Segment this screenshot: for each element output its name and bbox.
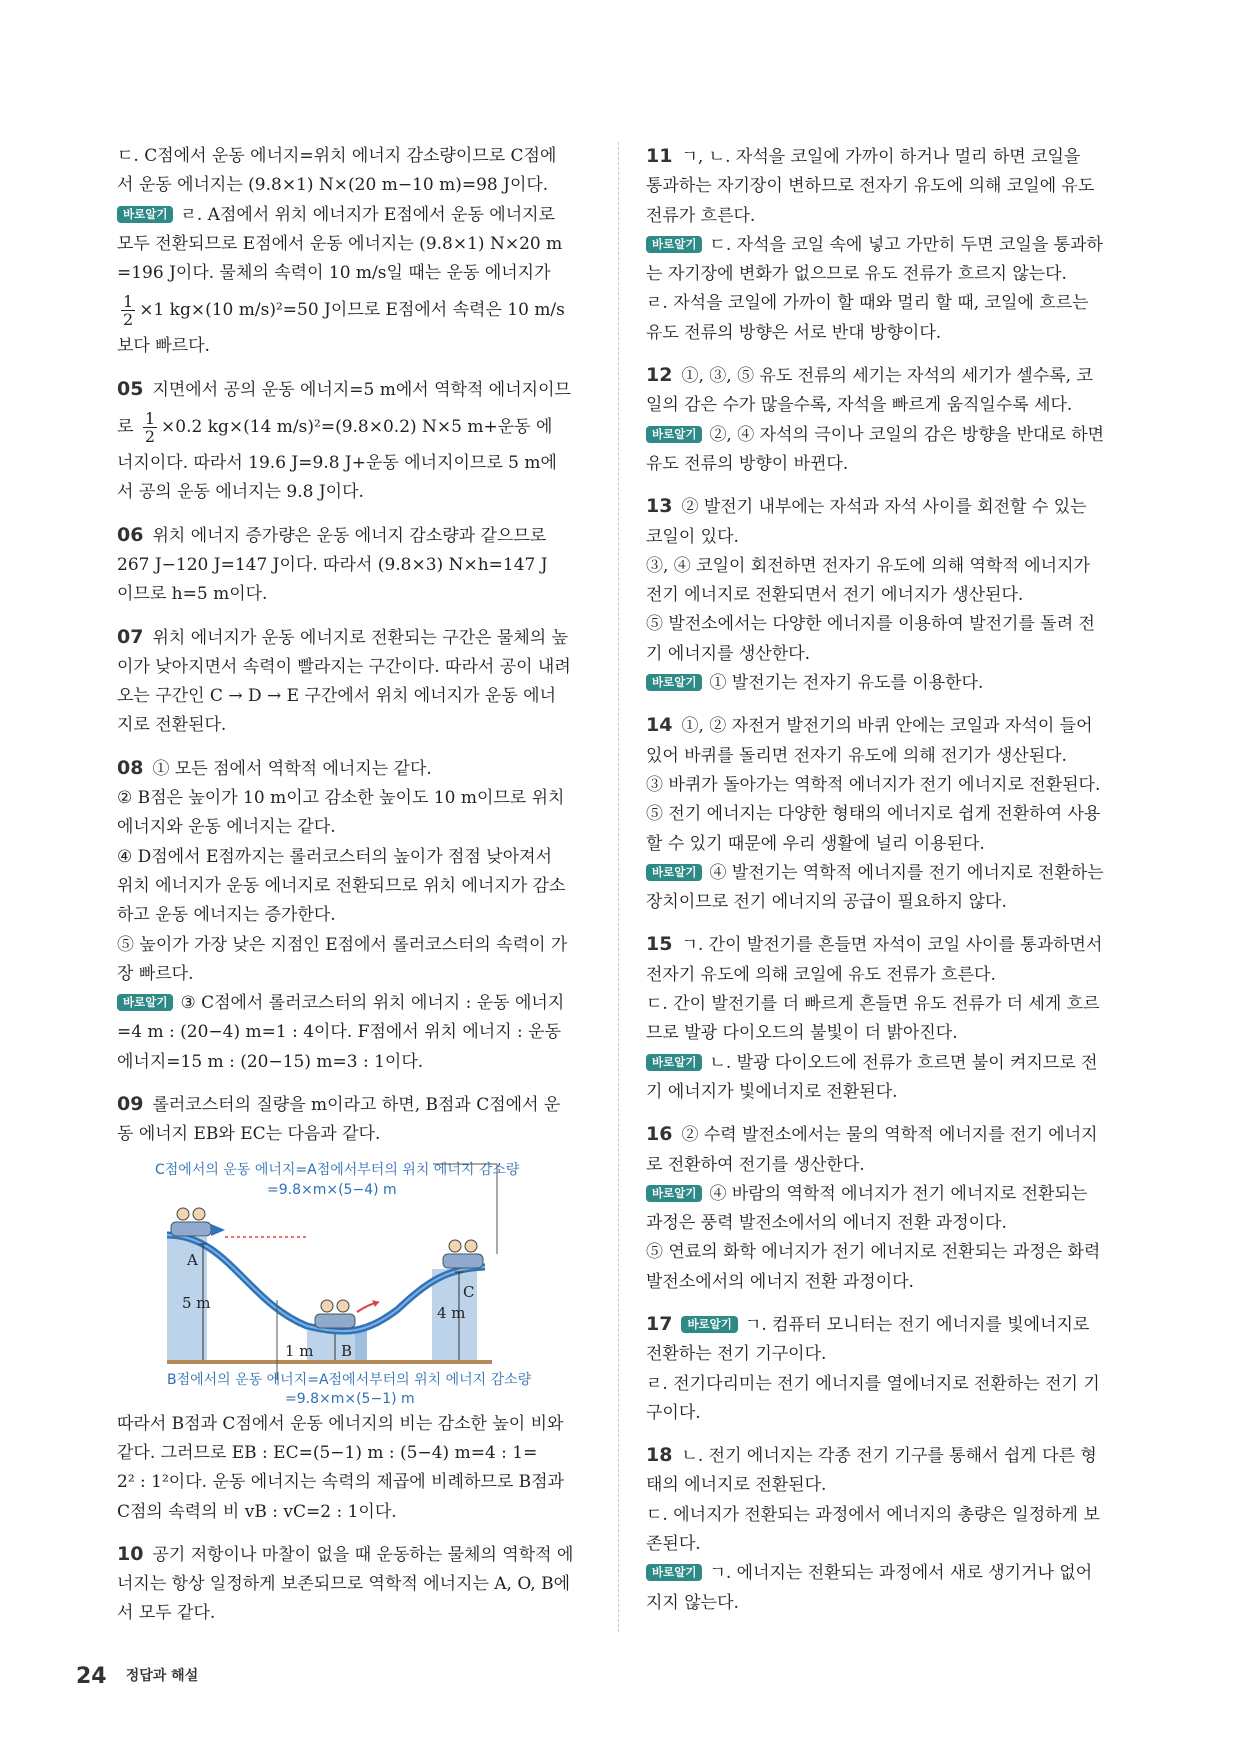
q10-line: 너지는 항상 일정하게 보존되므로 역학적 에너지는 A, O, B에 xyxy=(117,1574,571,1595)
q09-line: 따라서 B점과 C점에서 운동 에너지의 비는 감소한 높이 비와 xyxy=(117,1413,564,1434)
q07-line: 이가 낮아지면서 속력이 빨라지는 구간이다. 따라서 공이 내려 xyxy=(117,656,571,677)
q08-line: ④ D점에서 E점까지는 롤러코스터의 높이가 점점 낮아져서 xyxy=(117,846,552,867)
q12-first-line: 12 ①, ③, ⑤ 유도 전류의 세기는 자석의 세기가 셀수록, 코 xyxy=(646,364,1093,387)
q16-bar-line: 바로알기 ④ 바람의 역학적 에너지가 전기 에너지로 전환되는 xyxy=(646,1180,1116,1209)
q11-line: 통과하는 자기장이 변하므로 전자기 유도에 의해 코일에 유도 xyxy=(646,176,1095,197)
q11-first-line: 11 ㄱ, ㄴ. 자석을 코일에 가까이 하거나 멀리 하면 코일을 xyxy=(646,145,1081,167)
wrong-badge: 바로알기 xyxy=(117,994,173,1011)
q18-bar-line: 지지 않는다. xyxy=(646,1592,739,1613)
q18-line: 태의 에너지로 전환된다. xyxy=(646,1475,827,1496)
car-at-c xyxy=(443,1240,483,1268)
intro-line-1: ㄷ. C점에서 운동 에너지=위치 에너지 감소량이므로 C점에 xyxy=(117,146,557,166)
q14-bar-line: 장치이므로 전기 에너지의 공급이 필요하지 않다. xyxy=(646,892,1007,913)
q10-first-line: 10 공기 저항이나 마찰이 없을 때 운동하는 물체의 역학적 에 xyxy=(117,1542,574,1565)
intro-line-last: 보다 빠르다. xyxy=(117,336,210,357)
q09-first-line: 09 롤러코스터의 질량을 m이라고 하면, B점과 C점에서 운 xyxy=(117,1093,561,1116)
label-c: C xyxy=(463,1282,475,1301)
wrong-badge: 바로알기 xyxy=(646,236,702,253)
wrong-badge: 바로알기 xyxy=(646,1185,702,1202)
q11-bar-line: 바로알기 ㄷ. 자석을 코일 속에 넣고 가만히 두면 코일을 통과하 xyxy=(646,231,1116,260)
q13-bar-line: 바로알기 ① 발전기는 전자기 유도를 이용한다. xyxy=(646,669,1116,698)
q05-line: 서 공의 운동 에너지는 9.8 J이다. xyxy=(117,482,364,503)
q14-line: 할 수 있기 때문에 우리 생활에 널리 이용된다. xyxy=(646,833,985,854)
q14-number: 14 xyxy=(646,714,673,737)
q10-line: 서 모두 같다. xyxy=(117,1603,216,1624)
section-label: 정답과 해설 xyxy=(125,1668,199,1684)
q08-bar-line-2: =4 m : (20−4) m=1 : 4이다. F점에서 위치 에너지 : 운동 xyxy=(117,1022,562,1043)
q09-number: 09 xyxy=(117,1093,144,1116)
q15-line: ㄷ. 간이 발전기를 더 빠르게 흔들면 유도 전류가 더 세게 흐르 xyxy=(646,994,1100,1015)
q13-line: ⑤ 발전소에서는 다양한 에너지를 이용하여 발전기를 돌려 전 xyxy=(646,614,1095,635)
q08-number: 08 xyxy=(117,756,144,779)
q16-bar-line: ⑤ 연료의 화학 에너지가 전기 에너지로 전환되는 과정은 화력 xyxy=(646,1242,1101,1263)
q11-number: 11 xyxy=(646,145,673,167)
q06-line: 267 J−120 J=147 J이다. 따라서 (9.8×3) N×h=147 J xyxy=(117,554,548,575)
wrong-badge: 바로알기 xyxy=(646,864,702,881)
q15-bar-line: 기 에너지가 빛에너지로 전환된다. xyxy=(646,1081,898,1102)
q08-line: 장 빠르다. xyxy=(117,963,194,984)
wrong-badge: 바로알기 xyxy=(646,1054,702,1071)
q15-bar-line: 바로알기 ㄴ. 발광 다이오드에 전류가 흐르면 불이 켜지므로 전 xyxy=(646,1049,1116,1078)
q17-line: ㄹ. 전기다리미는 전기 에너지를 열에너지로 전환하는 전기 기 xyxy=(646,1373,1100,1394)
q06-first-line: 06 위치 에너지 증가량은 운동 에너지 감소량과 같으므로 xyxy=(117,523,547,546)
q13-line: 코일이 있다. xyxy=(646,526,739,547)
wrong-badge: 바로알기 xyxy=(117,206,173,223)
q05-line: 너지이다. 따라서 19.6 J=9.8 J+운동 에너지이므로 5 m에 xyxy=(117,453,557,474)
q14-line: ③ 바퀴가 돌아가는 역학적 에너지가 전기 에너지로 전환된다. xyxy=(646,774,1101,795)
label-a: A xyxy=(187,1250,198,1269)
q08-line: 에너지와 운동 에너지는 같다. xyxy=(117,817,336,838)
intro-fraction-line: $\frac{1}{2}$ ×1 kg×(10 m/s)²=50 J이므로 E점에서 속력은 10 m/s xyxy=(123,291,565,329)
q10-number: 10 xyxy=(117,1542,144,1565)
wrong-badge: 바로알기 xyxy=(646,426,702,443)
car-at-a xyxy=(171,1208,225,1236)
q14-bar-line: 바로알기 ④ 발전기는 역학적 에너지를 전기 에너지로 전환하는 xyxy=(646,859,1116,888)
q13-line: 기 에너지를 생산한다. xyxy=(646,643,811,664)
caption-b-line-1: B점에서의 운동 에너지=A점에서부터의 위치 에너지 감소량 xyxy=(167,1371,532,1388)
caption-c-line-2: =9.8×m×(5−4) m xyxy=(267,1181,397,1198)
q15-line: 므로 발광 다이오드의 불빛이 더 밝아진다. xyxy=(646,1023,958,1044)
intro-line-2: 서 운동 에너지는 (9.8×1) N×(20 m−10 m)=98 J이다. xyxy=(117,175,549,196)
q13-first-line: 13 ② 발전기 내부에는 자석과 자석 사이를 회전할 수 있는 xyxy=(646,495,1087,518)
q16-number: 16 xyxy=(646,1123,673,1146)
q13-line: 전기 에너지로 전환되면서 전기 에너지가 생산된다. xyxy=(646,585,1024,606)
q16-bar-line: 과정은 풍력 발전소에서의 에너지 전환 과정이다. xyxy=(646,1213,1007,1234)
ground xyxy=(167,1360,492,1364)
q08-line: ⑤ 높이가 가장 낮은 지점인 E점에서 롤러코스터의 속력이 가 xyxy=(117,934,568,955)
q12-line: 일의 감은 수가 많을수록, 자석을 빠르게 움직일수록 세다. xyxy=(646,395,1073,416)
q08-bar-line-3: 에너지=15 m : (20−15) m=3 : 1이다. xyxy=(117,1051,424,1072)
column-divider xyxy=(618,142,619,1632)
q14-first-line: 14 ①, ② 자전거 발전기의 바퀴 안에는 코일과 자석이 들어 xyxy=(646,714,1093,737)
q08-line: ② B점은 높이가 10 m이고 감소한 높이도 10 m이므로 위치 xyxy=(117,788,565,809)
q17-number: 17 xyxy=(646,1312,673,1335)
q18-line: 존된다. xyxy=(646,1534,701,1555)
q16-first-line: 16 ② 수력 발전소에서는 물의 역학적 에너지를 전기 에너지 xyxy=(646,1123,1098,1146)
q12-bar-line: 유도 전류의 방향이 바뀐다. xyxy=(646,453,849,474)
q17-line: 구이다. xyxy=(646,1402,701,1423)
q09-line: 2² : 1²이다. 운동 에너지는 속력의 제곱에 비례하므로 B점과 xyxy=(117,1472,564,1493)
car-at-b xyxy=(315,1300,355,1328)
label-b: B xyxy=(341,1341,353,1360)
q08-bar-line: 바로알기 ③ C점에서 롤러코스터의 위치 에너지 : 운동 에너지 xyxy=(117,989,589,1018)
wrong-badge: 바로알기 xyxy=(646,674,702,691)
q11-bar-line: 유도 전류의 방향은 서로 반대 방향이다. xyxy=(646,322,942,343)
wrong-badge: 바로알기 xyxy=(646,1564,702,1581)
q15-first-line: 15 ㄱ. 간이 발전기를 흔들면 자석이 코일 사이를 통과하면서 xyxy=(646,933,1103,956)
q08-line: 위치 에너지가 운동 에너지로 전환되므로 위치 에너지가 감소 xyxy=(117,875,566,896)
q05-first-line: 05 지면에서 공의 운동 에너지=5 m에서 역학적 에너지이므 xyxy=(117,377,571,400)
caption-b-line-2: =9.8×m×(5−1) m xyxy=(285,1390,415,1407)
q11-line: 전류가 흐른다. xyxy=(646,205,756,226)
q11-bar-line: ㄹ. 자석을 코일에 가까이 할 때와 멀리 할 때, 코일에 흐르는 xyxy=(646,293,1089,314)
q14-line: ⑤ 전기 에너지는 다양한 형태의 에너지로 쉽게 전환하여 사용 xyxy=(646,804,1101,825)
page-footer xyxy=(76,1664,198,1689)
q17-first-line: 17 바로알기 ㄱ. 컴퓨터 모니터는 전기 에너지를 빛에너지로 xyxy=(646,1312,1090,1335)
q13-number: 13 xyxy=(646,495,673,518)
q15-line: 전자기 유도에 의해 코일에 유도 전류가 흐른다. xyxy=(646,964,996,985)
q06-line: 이므로 h=5 m이다. xyxy=(117,584,268,605)
q05-fraction-line: 로 $\frac{1}{2}$ ×0.2 kg×(14 m/s)²=(9.8×0.2) N×5 m+운동 에 xyxy=(117,408,553,446)
intro-bar-line-2: 모두 전환되므로 E점에서 운동 에너지는 (9.8×1) N×20 m xyxy=(117,233,563,254)
q08-first-line: 08 ① 모든 점에서 역학적 에너지는 같다. xyxy=(117,756,432,779)
intro-bar-line: 바로알기 ㄹ. A점에서 위치 에너지가 E점에서 운동 에너지로 xyxy=(117,201,589,230)
q18-bar-line: 바로알기 ㄱ. 에너지는 전환되는 과정에서 새로 생기거나 없어 xyxy=(646,1559,1116,1588)
q14-line: 있어 바퀴를 돌리면 전자기 유도에 의해 전기가 생산된다. xyxy=(646,745,1067,766)
q07-line: 지로 전환된다. xyxy=(117,715,227,736)
caption-c-line-1: C점에서의 운동 에너지=A점에서부터의 위치 에너지 감소량 xyxy=(155,1161,520,1178)
height-a: 5 m xyxy=(182,1293,211,1312)
roller-coaster-figure xyxy=(117,1154,589,1407)
fraction-half: $\frac{1}{2}$ xyxy=(123,291,134,329)
q08-line: 하고 운동 에너지는 증가한다. xyxy=(117,905,336,926)
q07-line: 오는 구간인 C → D → E 구간에서 위치 에너지가 운동 에너 xyxy=(117,686,556,707)
intro-bar-line-3: =196 J이다. 물체의 속력이 10 m/s일 때는 운동 에너지가 xyxy=(117,263,551,284)
q09-line: 같다. 그러므로 EB : EC=(5−1) m : (5−4) m=4 : 1= xyxy=(117,1442,538,1463)
q07-first-line: 07 위치 에너지가 운동 에너지로 전환되는 구간은 물체의 높 xyxy=(117,625,568,648)
q09-line: C점의 속력의 비 vB : vC=2 : 1이다. xyxy=(117,1501,397,1522)
q15-number: 15 xyxy=(646,933,673,956)
q05-number: 05 xyxy=(117,377,144,400)
q09-line-2: 동 에너지 EB와 EC는 다음과 같다. xyxy=(117,1124,381,1145)
height-c: 4 m xyxy=(437,1303,466,1322)
q06-number: 06 xyxy=(117,523,144,546)
wrong-badge: 바로알기 xyxy=(681,1316,737,1333)
q13-line: ③, ④ 코일이 회전하면 전자기 유도에 의해 역학적 에너지가 xyxy=(646,555,1090,576)
q12-bar-line: 바로알기 ②, ④ 자석의 극이나 코일의 감은 방향을 반대로 하면 xyxy=(646,421,1116,450)
q07-number: 07 xyxy=(117,625,144,648)
q11-bar-line: 는 자기장에 변화가 없으므로 유도 전류가 흐르지 않는다. xyxy=(646,264,1067,285)
q16-bar-line: 발전소에서의 에너지 전환 과정이다. xyxy=(646,1271,914,1292)
q18-line: ㄷ. 에너지가 전환되는 과정에서 에너지의 총량은 일정하게 보 xyxy=(646,1504,1100,1525)
q17-line: 전환하는 전기 기구이다. xyxy=(646,1344,827,1365)
q16-line: 로 전환하여 전기를 생산한다. xyxy=(646,1154,865,1175)
height-b: 1 m xyxy=(285,1341,314,1360)
left-column xyxy=(117,142,589,1629)
fraction-half: $\frac{1}{2}$ xyxy=(144,408,156,446)
q18-first-line: 18 ㄴ. 전기 에너지는 각종 전기 기구를 통해서 쉽게 다른 형 xyxy=(646,1444,1097,1467)
page-number: 24 xyxy=(76,1664,107,1689)
right-column xyxy=(646,142,1116,1618)
q18-number: 18 xyxy=(646,1444,673,1467)
q12-number: 12 xyxy=(646,364,673,387)
